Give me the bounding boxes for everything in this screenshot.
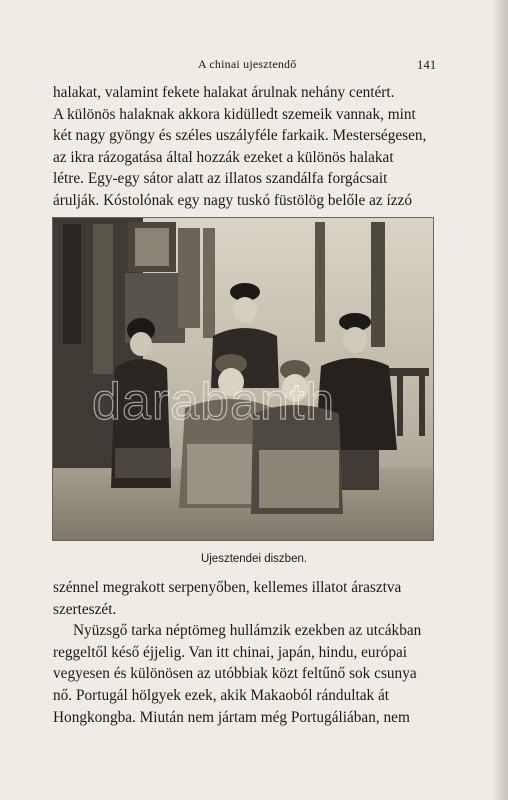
page-number: 141: [417, 58, 437, 72]
top-paragraph: [53, 82, 433, 212]
page-edge-shadow: [492, 0, 508, 800]
text-line: létre. Egy-egy sátor alatt az illatos szandálfa forgácsait: [53, 170, 388, 188]
text-line: két nagy gyöngy és széles uszályféle farkaik. Mesterségesen,: [53, 127, 427, 145]
text-line: reggeltől késő éjjelig. Van itt chinai, japán, hindu, európai: [53, 643, 408, 661]
text-line: az ikra rázogatása által hozzák ezeket a különös halakat: [53, 148, 394, 166]
photograph-illustration: [53, 218, 433, 540]
bottom-paragraphs: [53, 577, 433, 728]
text-line: nő. Portugál hölgyek ezek, akik Makaoból rándultak át: [53, 686, 390, 704]
text-line: szénnel megrakott serpenyőben, kellemes illatot árasztva: [53, 579, 402, 596]
text-line: vegyesen és különösen az utóbbiak közt feltűnő sok csunya: [53, 665, 417, 683]
text-line: Nyüzsgő tarka néptömeg hullámzik ezekben az utcákban: [73, 622, 422, 640]
text-line: Hongkongba. Miután nem jártam még Portugáliában, nem: [53, 708, 410, 726]
running-title: A chinai ujesztendő: [198, 57, 297, 71]
text-line: árulják. Kóstolónak egy nagy tuskó füstölög belőle az ízzó: [53, 191, 412, 209]
text-line: halakat, valamint fekete halakat árulnak nehány centért.: [53, 84, 395, 101]
text-line: szerteszét.: [53, 600, 117, 618]
figure-caption: Ujesztendei diszben.: [200, 553, 308, 565]
photograph-children-in-festive-dress: [53, 218, 433, 540]
text-line: A különös halaknak akkora kidülledt szemeik vannak, mint: [53, 105, 416, 123]
